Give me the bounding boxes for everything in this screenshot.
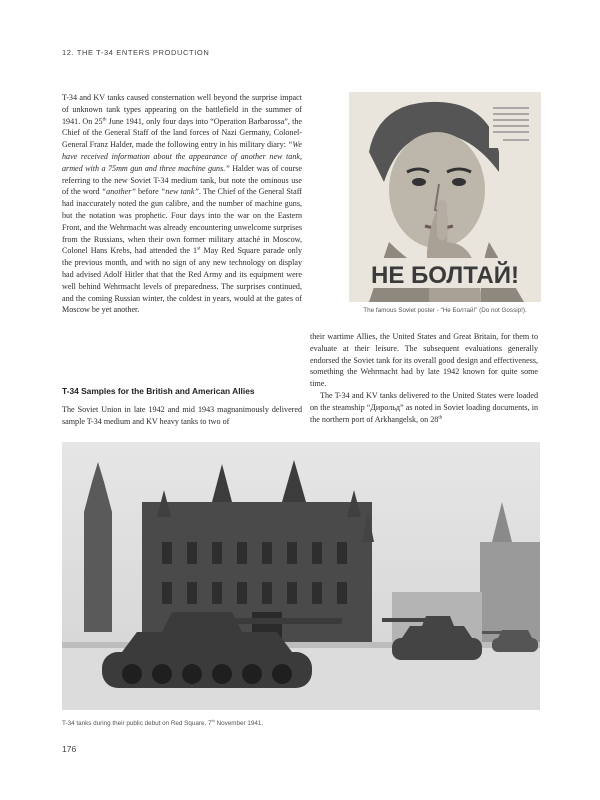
superscript: st: [197, 246, 201, 252]
red-square-photo: [62, 442, 540, 710]
photo-illustration: [62, 442, 540, 710]
poster-headline: НЕ БОЛТАЙ!: [371, 262, 519, 289]
body-paragraph: their wartime Allies, the United States and Great Britain, for them to evaluate at their leisure. The subsequent evaluations generally endorsed the Soviet tank for its overall good design and effectiveness, something the Wehrmacht had by late 1942 known for quite some time.: [310, 332, 538, 389]
running-head: 12. THE T-34 ENTERS PRODUCTION: [62, 48, 210, 57]
section-subheading: T-34 Samples for the British and American Allies: [62, 386, 255, 396]
text-run: November 1941.: [214, 720, 264, 728]
superscript: th: [211, 718, 215, 723]
body-text-column-left-lower: [62, 404, 302, 428]
soviet-poster-image: [349, 92, 541, 302]
emphasis: “another”: [101, 187, 136, 197]
text-run: T-34 and KV tanks caused consternation well beyond the surprise impact of unknown tank types appearing on the battlefield in the summer of 1941. On 25: [62, 93, 302, 126]
body-text-column-left: [62, 92, 302, 316]
emphasis: “new tank”: [160, 187, 199, 197]
text-run: T-34 tanks during their public debut on Red Square, 7: [62, 720, 212, 728]
poster-illustration: [349, 92, 541, 302]
text-run: May Red Square parade only the previous month, and with no sign of any new technology on display had advised Adolf Hitler that that the Red Army and its equipment were well behind Wehrmacht levels of preparedness. The surprises continued, and the coming Russian winter, the coldest in years, would at the gates of Moscow be yet another.: [62, 246, 302, 315]
text-run: The T-34 and KV tanks delivered to the United States were loaded on the steamship “Дирольд” as noted in Soviet loading documents, in the northern port of Arkhangelsk, on 28: [310, 390, 538, 424]
text-run: June 1941, only four days into “Operation Barbarossa”, the Chief of the General Staff of the land forces of Nazi Germany, Colonel-General Franz Halder, made the following entry in his military diary:: [62, 116, 302, 150]
text-run: Halder was of course referring to the new Soviet T-34 medium tank, but note the ominous use of the word: [62, 163, 302, 197]
body-paragraph: [62, 92, 302, 316]
text-run: . The Chief of the General Staff had inaccurately noted the gun calibre, and the number of machine guns, but the notation was prophetic. Four days into the war on the Eastern Front, and the Wehrmacht was already encountering unwelcome surprises from the Russians, when their own former military attaché in Moscow, Colonel Hans Krebs, had attended the 1: [62, 187, 302, 256]
body-text-column-right: [310, 331, 538, 425]
superscript: th: [438, 414, 443, 420]
superscript: th: [102, 116, 107, 122]
poster-caption: The famous Soviet poster - “Не Болтай!” (Do not Gossip!).: [363, 307, 527, 314]
photo-caption: [62, 718, 263, 727]
page-number: 176: [62, 744, 77, 754]
body-paragraph: The Soviet Union in late 1942 and mid 1943 magnanimously delivered sample T-34 medium and KV heavy tanks to two of: [62, 405, 302, 426]
diary-quote: “We have received information about the appearance of another new tank, armed with a 75mm gun and three machine guns.”: [62, 140, 302, 173]
body-paragraph: [310, 390, 538, 425]
text-run: before: [135, 187, 161, 197]
